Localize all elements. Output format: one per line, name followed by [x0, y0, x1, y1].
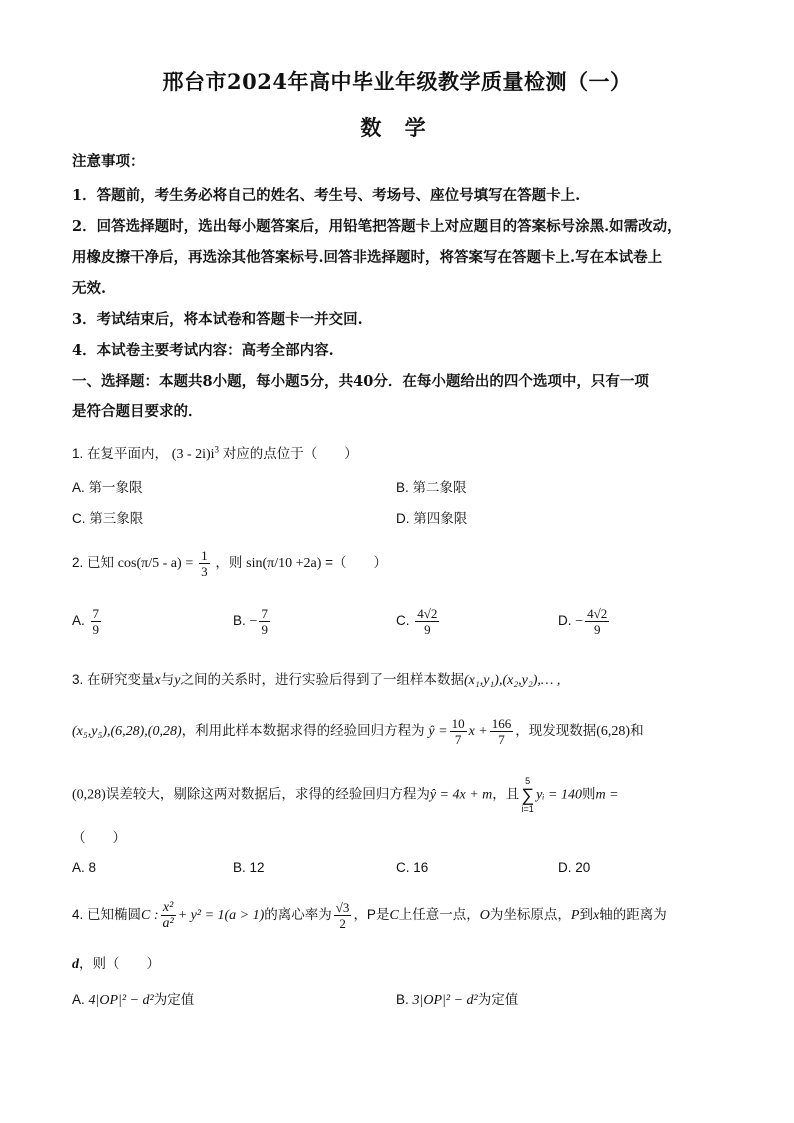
q1-expr-exp: 3 — [214, 444, 220, 455]
q2-option-a-num: 7 — [92, 606, 100, 621]
exam-title: 邢台市2024年高中毕业年级教学质量检测（一） — [162, 69, 632, 94]
q2-option-d-fraction — [585, 606, 609, 637]
q2-option-c-label: C. — [396, 613, 410, 629]
q2-cond-num: 1 — [201, 548, 208, 563]
q4-o: O — [479, 908, 490, 924]
q4-option-a-expr: 4|OP|² − d² — [88, 993, 154, 1008]
q1-prefix: 1. 在复平面内， — [72, 446, 169, 461]
q4-ellipse-c: C : — [141, 908, 159, 924]
q2-pi10: π/10 — [267, 556, 293, 572]
q4-x: x — [592, 908, 600, 924]
question-4-line-2 — [72, 952, 722, 973]
q3-eq1-f1-den: 7 — [454, 732, 462, 747]
q4-mid4: 为坐标原点， — [489, 907, 571, 923]
q3-sum-body: yᵢ = 140 — [536, 787, 582, 803]
q3-var-x: x — [154, 673, 161, 688]
q2-sin: sin — [246, 556, 263, 572]
q4-option-b[interactable] — [396, 988, 518, 1009]
q1-suffix: 对应的点位于（ ） — [222, 446, 358, 461]
q4-option-a[interactable] — [72, 988, 194, 1009]
subject-title: 数 学 — [360, 115, 434, 140]
q3-option-b[interactable]: B. 12 — [233, 860, 265, 875]
q4-mid6: 轴的距离为 — [599, 907, 667, 923]
q2-option-d-num: 4√2 — [587, 606, 608, 621]
q3-line2-c: 和 — [630, 723, 644, 739]
q2-option-c-den: 9 — [424, 622, 431, 637]
q2-cond-den: 3 — [201, 564, 208, 579]
q2-option-b-den: 9 — [261, 622, 268, 637]
q3-line1-c: 之间的关系时，进行实验后得到了一组样本数据 — [180, 672, 464, 687]
q2-pi5: π/5 — [141, 556, 160, 572]
notice-3: 3．考试结束后，将本试卷和答题卡一并交回. — [72, 311, 363, 328]
q3-line1-a: 3. 在研究变量 — [72, 672, 155, 687]
question-3-line-3 — [72, 776, 722, 814]
q4-c: C — [389, 908, 399, 924]
q4-mid1: 的离心率为 — [264, 907, 332, 923]
q3-line2-data: (x₅,y₅),(6,28),(0,28) — [72, 724, 182, 740]
q3-line3-c: 则 — [582, 786, 596, 802]
q1-option-a[interactable]: A. 第一象限 — [72, 480, 143, 495]
q2-option-d-sign: − — [575, 614, 584, 630]
q3-eq2: ŷ = 4x + m — [429, 787, 493, 803]
q2-cond-eq: = — [185, 556, 194, 572]
q2-sin-mid: +2a — [295, 556, 317, 572]
q4-line2: ，则（ ） — [79, 956, 160, 971]
q2-option-b-num: 7 — [261, 606, 268, 621]
q2-option-b-sign: − — [249, 614, 258, 630]
q2-then: ，则 — [215, 555, 243, 571]
q4-ellipse-num: x² — [161, 900, 176, 916]
sigma-icon: ∑ — [521, 785, 535, 805]
q2-option-a-den: 9 — [92, 622, 100, 637]
notice-1: 1．答题前，考生务必将自己的姓名、考生号、考场号、座位号填写在答题卡上. — [72, 187, 581, 204]
notice-2-cont: 用橡皮擦干净后，再选涂其他答案标号.回答非选择题时，将答案写在答题卡上.写在本试卷上 — [72, 249, 663, 266]
notice-2-end: 无效. — [72, 280, 107, 297]
q2-option-d-den: 9 — [593, 622, 601, 637]
q3-option-d[interactable]: D. 20 — [558, 860, 591, 875]
q4-option-a-tail: 为定值 — [153, 992, 195, 1007]
q4-option-a-label: A. — [72, 992, 85, 1007]
q1-option-b[interactable]: B. 第二象限 — [396, 480, 467, 495]
q1-expression — [171, 444, 220, 462]
q2-option-c-num: 4√2 — [417, 606, 438, 621]
notice-heading: 注意事项： — [72, 153, 145, 170]
q4-option-b-label: B. — [396, 992, 409, 1007]
q3-line1-b: 与 — [160, 672, 175, 687]
q4-option-b-expr: 3|OP|² − d² — [412, 993, 478, 1008]
q3-sum-symbol — [521, 776, 534, 814]
q2-option-d-label: D. — [558, 613, 572, 629]
q3-sum-bottom: i=1 — [521, 804, 534, 814]
q2-tail: =（ ） — [325, 555, 388, 571]
q2-option-a-label: A. — [72, 613, 85, 629]
q2-cond-fraction — [199, 548, 210, 579]
q2-option-c-fraction — [415, 606, 439, 637]
q1-option-d[interactable]: D. 第四象限 — [396, 511, 468, 526]
q2-sin-arg: (π/10 +2a) — [262, 556, 322, 572]
q3-line2-a: ，利用此样本数据求得的经验回归方程为 — [181, 723, 425, 739]
q2-option-b-label: B. — [233, 613, 246, 629]
q1-option-c[interactable]: C. 第三象限 — [72, 511, 144, 526]
question-2 — [72, 548, 722, 579]
question-3-line-4: （ ） — [72, 830, 126, 845]
section-1-heading: 一、选择题：本题共8小题，每小题5分，共40分．在每小题给出的四个选项中，只有一项 — [72, 373, 649, 390]
q2-option-b[interactable] — [233, 606, 272, 637]
q3-eq1-lhs: ŷ = — [428, 724, 448, 740]
q2-option-a[interactable] — [72, 606, 103, 637]
q2-prefix: 2. 已知 — [72, 555, 115, 571]
q2-cond-mid: - a — [162, 556, 177, 572]
q1-expr-base: (3 - 2i)i — [171, 447, 215, 462]
q3-line3-a: 误差较大，剔除这两对数据后，求得的经验回归方程为 — [105, 786, 430, 802]
q3-option-c[interactable]: C. 16 — [396, 860, 429, 875]
q2-option-c[interactable] — [396, 606, 441, 637]
q4-prefix: 4. 已知椭圆 — [72, 907, 142, 923]
q2-option-a-fraction — [91, 606, 102, 637]
q3-line3-point: (0,28) — [72, 787, 106, 803]
q3-line1-data: (x₁,y₁),(x₂,y₂),… , — [463, 673, 561, 688]
q4-ecc-frac — [334, 900, 352, 931]
q3-line3-b: ，且 — [492, 786, 520, 802]
q3-eq1-f2-den: 7 — [498, 732, 505, 747]
q3-option-a[interactable]: A. 8 — [72, 860, 97, 875]
q3-var-y: y — [174, 673, 181, 688]
q4-mid5: 到 — [579, 907, 593, 923]
q4-ellipse-frac — [161, 900, 176, 931]
question-4 — [72, 900, 722, 931]
q4-ellipse-den: a² — [162, 916, 174, 931]
q2-cos-arg: (π/5 - a) — [136, 556, 182, 572]
q3-eq1-f2-num: 166 — [491, 716, 512, 731]
q3-line3-m: m = — [595, 787, 619, 803]
question-1 — [72, 442, 722, 463]
q3-line2-point: (6,28) — [596, 724, 631, 740]
q4-mid2: ，P是 — [353, 907, 390, 923]
q3-eq1-frac2 — [490, 716, 514, 747]
question-3-line-2 — [72, 716, 722, 747]
q2-option-b-fraction — [259, 606, 270, 637]
q3-line2-b: ，现发现数据 — [515, 723, 597, 739]
question-3 — [72, 668, 722, 689]
q4-ecc-num: √3 — [335, 900, 350, 915]
q4-p: P — [570, 908, 580, 924]
q3-eq1-frac1 — [450, 716, 467, 747]
q4-mid3: 上任意一点， — [398, 907, 480, 923]
q3-sum-top: 5 — [525, 776, 531, 786]
q3-eq1-plus: x + — [468, 724, 488, 740]
q4-d: d — [72, 957, 79, 972]
section-1-heading-cont: 是符合题目要求的． — [72, 403, 203, 420]
q2-cos: cos — [117, 556, 137, 572]
q4-ellipse-rest: + y² = 1(a > 1) — [177, 908, 265, 924]
q2-option-d[interactable] — [558, 606, 611, 637]
q4-ecc-den: 2 — [339, 916, 346, 931]
notice-2: 2．回答选择题时，选出每小题答案后，用铅笔把答题卡上对应题目的答案标号涂黑.如需改动， — [72, 218, 682, 235]
notice-4: 4．本试卷主要考试内容：高考全部内容. — [72, 342, 334, 359]
q3-eq1-f1-num: 10 — [451, 716, 465, 731]
q4-option-b-tail: 为定值 — [477, 992, 519, 1007]
